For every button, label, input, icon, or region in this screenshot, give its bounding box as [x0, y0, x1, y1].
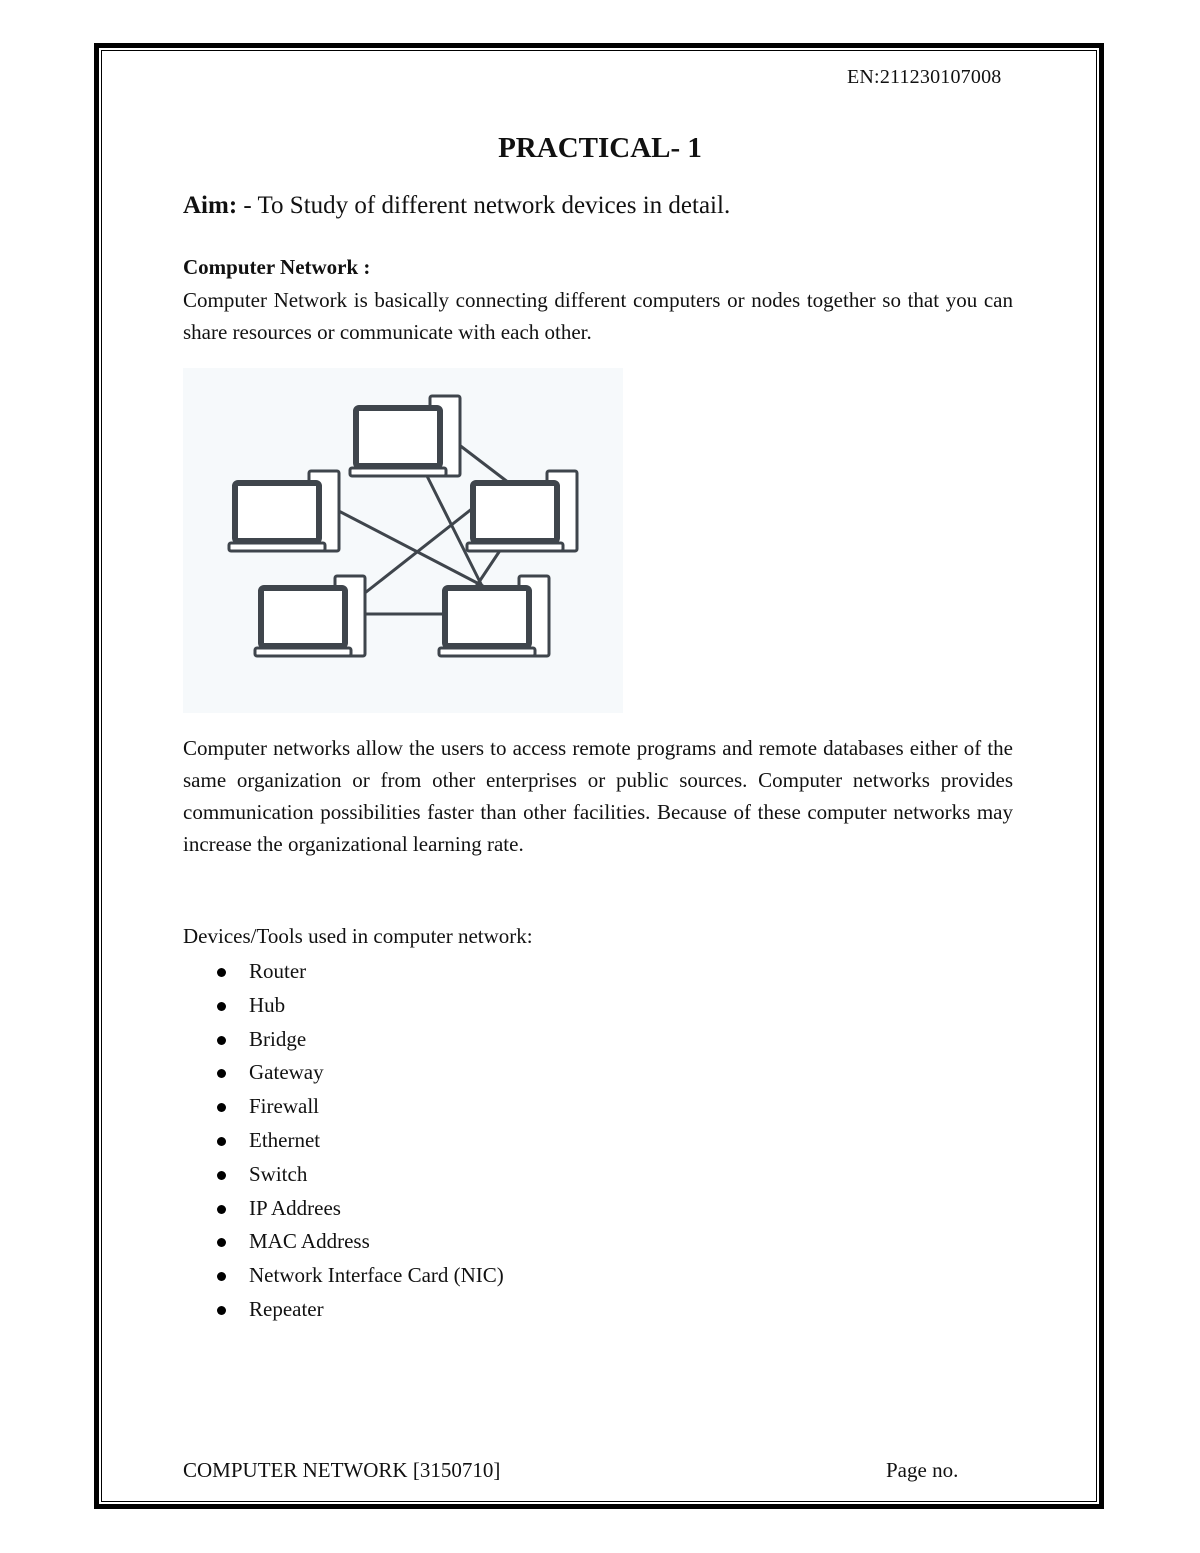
footer-course: COMPUTER NETWORK [3150710]: [183, 1458, 501, 1482]
bullet-icon: [217, 1036, 226, 1045]
device-label: Router: [249, 959, 307, 983]
computer-icon: [229, 471, 339, 551]
list-item: [183, 1225, 504, 1259]
bullet-icon: [217, 1205, 226, 1214]
list-item: [183, 1293, 504, 1327]
aim-statement: [183, 192, 730, 220]
bullet-icon: [217, 1069, 226, 1078]
aim-text: - To Study of different network devices in detail.: [237, 192, 731, 219]
devices-list: [183, 955, 504, 1327]
device-label: IP Addrees: [249, 1195, 341, 1220]
device-label: Repeater: [249, 1296, 324, 1321]
list-item: [183, 955, 504, 989]
computer-icon: [350, 396, 460, 476]
bullet-icon: [217, 1272, 226, 1281]
device-label: Firewall: [249, 1094, 319, 1119]
device-label: Gateway: [249, 1060, 324, 1085]
bullet-icon: [217, 1103, 226, 1112]
bullet-icon: [217, 1238, 226, 1247]
list-item: [183, 1259, 504, 1293]
device-label: Switch: [249, 1161, 308, 1186]
list-item: [183, 1056, 504, 1090]
computer-network-definition: Computer Network is basically connecting different computers or nodes together so that you can share resources or communicate with each other.: [183, 288, 1013, 344]
bullet-icon: [217, 1306, 226, 1315]
computer-icon: [439, 576, 549, 656]
list-item: [183, 1158, 504, 1192]
device-label: Network Interface Card (NIC): [249, 1263, 504, 1288]
device-label: MAC Address: [249, 1229, 370, 1254]
devices-intro: Devices/Tools used in computer network:: [183, 924, 533, 948]
computer-network-heading: Computer Network :: [183, 255, 371, 279]
computer-network-description: Computer networks allow the users to access remote programs and remote databases either of the same organization or from other enterprises or public sources. Computer networks provides communication possibilities faster than other facilities. Because of these computer networks may increase the organizational learning rate.: [183, 736, 1013, 856]
enrollment-number: EN:211230107008: [847, 66, 1002, 88]
list-item: [183, 1090, 504, 1124]
computer-icon: [255, 576, 365, 656]
bullet-icon: [217, 968, 226, 977]
aim-label: Aim:: [183, 192, 238, 219]
mesh-network-illustration: [183, 368, 623, 713]
bullet-icon: [217, 1002, 226, 1011]
list-item: [183, 1192, 504, 1226]
page-title: PRACTICAL- 1: [498, 132, 702, 164]
device-label: Bridge: [249, 1026, 307, 1051]
list-item: [183, 1023, 504, 1057]
device-label: Hub: [249, 992, 286, 1017]
footer-page-label: Page no.: [886, 1458, 959, 1482]
computer-icon: [467, 471, 577, 551]
network-diagram: [183, 368, 623, 713]
device-label: Ethernet: [249, 1127, 321, 1152]
bullet-icon: [217, 1171, 226, 1180]
bullet-icon: [217, 1137, 226, 1146]
list-item: [183, 989, 504, 1023]
list-item: [183, 1124, 504, 1158]
